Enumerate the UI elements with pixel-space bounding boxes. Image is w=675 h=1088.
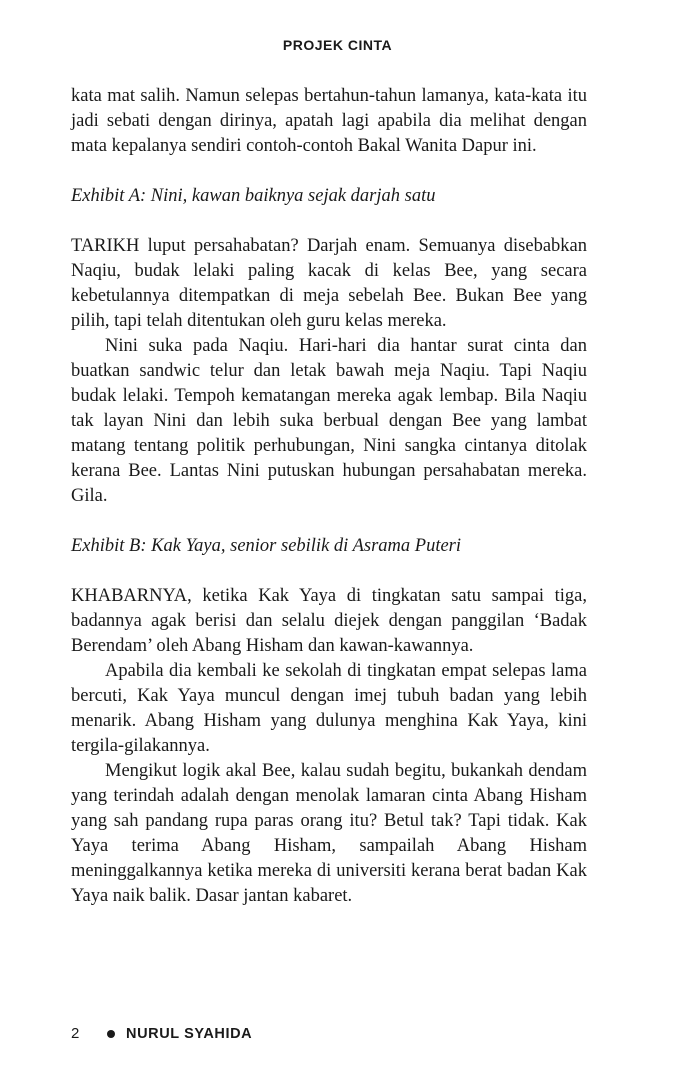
running-head-title: PROJEK CINTA (282, 37, 393, 53)
paragraph-continuation: kata mat salih. Namun selepas bertahun-tahun lamanya, kata-kata itu jadi sebati dengan dirinya, apatah lagi apabila dia melihat dengan mata kepalanya sendiri contoh-contoh Bakal Wanita Dapur ini. (71, 86, 587, 156)
paragraph: Nini suka pada Naqiu. Hari-hari dia hantar surat cinta dan buatkan sandwic telur dan letak bawah meja Naqiu. Tapi Naqiu budak lelaki. Tempoh kematangan mereka agak lembap. Bila Naqiu tak layan Nini dan lebih suka berbual dengan Bee yang lambat matang tentang politik perhubungan, Nini sangka cintanya ditolak kerana Bee. Lantas Nini putuskan hubungan persahabatan mereka. Gila. (71, 336, 587, 506)
paragraph: TARIKH luput persahabatan? Darjah enam. Semuanya disebabkan Naqiu, budak lelaki paling kacak di kelas Bee, yang secara kebetulannya ditempatkan di meja sebelah Bee. Bukan Bee yang pilih, tapi telah ditentukan oleh guru kelas mereka. (71, 236, 587, 331)
author-name: NURUL SYAHIDA (126, 1025, 253, 1042)
exhibit-heading-a: Exhibit A: Nini, kawan baiknya sejak darjah satu (71, 186, 436, 206)
paragraph: KHABARNYA, ketika Kak Yaya di tingkatan satu sampai tiga, badannya agak berisi dan selalu diejek dengan panggilan ‘Badak Berendam’ oleh Abang Hisham dan kawan-kawannya. (71, 586, 587, 656)
bullet-separator-icon (107, 1030, 115, 1038)
page-footer (71, 1025, 252, 1042)
paragraph: Mengikut logik akal Bee, kalau sudah begitu, bukankah dendam yang terindah adalah dengan menolak lamaran cinta Abang Hisham yang sah pandang rupa paras orang itu? Betul tak? Tapi tidak. Kak Yaya terima Abang Hisham, sampailah Abang Hisham meninggalkannya ketika mereka di universiti kerana berat badan Kak Yaya naik balik. Dasar jantan kabaret. (71, 761, 587, 906)
paragraph: Apabila dia kembali ke sekolah di tingkatan empat selepas lama bercuti, Kak Yaya muncul dengan imej tubuh badan yang lebih menarik. Abang Hisham yang dulunya menghina Kak Yaya, kini tergila-gilakannya. (71, 661, 587, 756)
exhibit-heading-b: Exhibit B: Kak Yaya, senior sebilik di Asrama Puteri (71, 536, 462, 556)
page-body (71, 84, 587, 909)
page-number: 2 (71, 1025, 80, 1042)
